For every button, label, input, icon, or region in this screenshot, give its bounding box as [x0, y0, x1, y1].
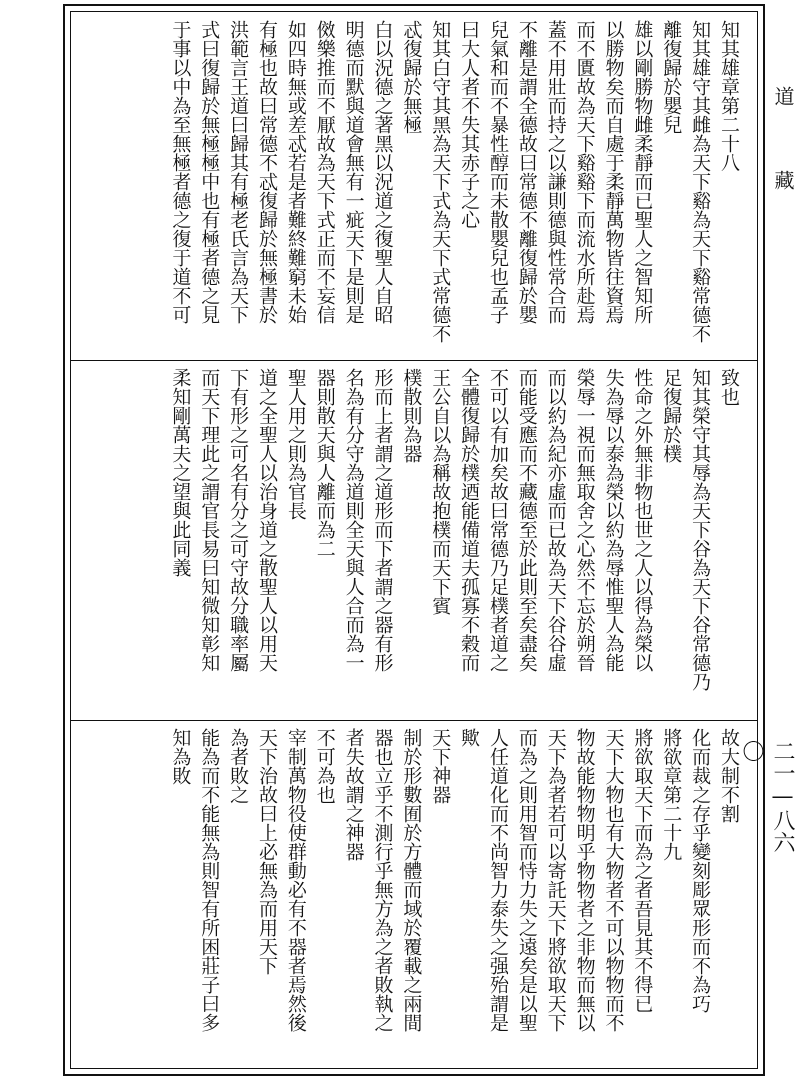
text-column: 傚樂推而不厭故為天下式正而不妄信: [313, 20, 336, 324]
text-column: 而天下理此之謂官長易曰知微知彰知: [198, 368, 221, 672]
text-column: 足復歸於樸: [660, 368, 683, 463]
text-column: 洪範言王道曰歸其有極老氏言為天下: [227, 20, 250, 324]
text-column: 不離是謂全德故曰常德不離復歸於嬰: [515, 20, 538, 324]
page-frame: [63, 4, 765, 1076]
text-column: 以勝物矣而自處于柔靜萬物皆往資焉: [602, 20, 625, 324]
text-column: 如四時無或差忒若是者難終難窮未始: [284, 20, 307, 324]
margin-label-top: 道: [771, 86, 795, 106]
text-column: 榮辱一視而無取舍之心然不忘於朔晉: [573, 368, 596, 672]
text-column: 而不匱故為天下谿谿下而流水所赴焉: [573, 20, 596, 324]
text-column: 王公自以為稱故抱樸而天下賓: [429, 368, 452, 615]
text-column: 名為有分守為道則全天與人合而為一: [342, 368, 365, 672]
text-column: 柔知剛萬夫之望與此同義: [169, 368, 192, 577]
margin-label-mid: 藏: [771, 170, 795, 190]
text-column: 天下大物也有大物者不可以物物而不: [602, 728, 625, 1032]
text-column: 物故能物物明乎物物者之非物而無以: [573, 728, 596, 1032]
text-column: 能為而不能無為則智有所困莊子曰多: [198, 728, 221, 1032]
text-column: 于事以中為至無極者德之復于道不可: [169, 20, 192, 324]
text-column: 者失故謂之神器: [342, 728, 365, 861]
text-column: 將欲取天下而為之者吾見其不得已: [631, 728, 654, 1013]
text-column: 故大制不割: [718, 728, 740, 823]
text-column: 式曰復歸於無極極中也有極者德之見: [198, 20, 221, 324]
text-column: 道之全聖人以治身道之散聖人以用天: [256, 368, 278, 672]
text-column: 兒氣和而不暴性醇而未散嬰兒也孟子: [487, 20, 509, 324]
text-panel-middle: [85, 368, 743, 714]
text-column: 而以約為紀亦虛而已故為天下谷谷虛: [544, 368, 567, 672]
text-column: 曰大人者不失其赤子之心: [458, 20, 481, 229]
panel-divider-2: [71, 720, 757, 721]
text-column: 不可為也: [313, 728, 336, 804]
text-column: 將欲章第二十九: [660, 728, 683, 861]
text-column: 知為敗: [169, 728, 192, 785]
text-column: 全體復歸於樸迺能備道夫孤寡不穀而: [458, 368, 481, 672]
text-column: 忒復歸於無極: [400, 20, 423, 134]
text-column: 知其雄章第二十八: [718, 20, 740, 172]
text-column: 歟: [458, 728, 481, 747]
text-panel-top: [85, 20, 743, 356]
text-column: 知其白守其黑為天下式為天下式常德不: [429, 20, 452, 343]
text-column: 人任道化而不尚智力泰失之强殆謂是: [487, 728, 509, 1032]
text-column: 致也: [718, 368, 740, 406]
text-column: 下有形之可名有分之可守故分職率屬: [227, 368, 250, 672]
text-column: 宰制萬物役使群動必有不器者焉然後: [284, 728, 307, 1032]
text-column: 天下為者若可以寄託天下將欲取天下: [544, 728, 567, 1032]
text-border: [70, 11, 758, 1069]
text-column: 知其雄守其雌為天下谿為天下谿常德不: [689, 20, 712, 343]
panel-divider-1: [71, 360, 757, 361]
text-column: 器則散天與人離而為二: [313, 368, 336, 558]
text-column: 制於形數囿於方體而域於覆載之兩間: [400, 728, 423, 1032]
text-column: 器也立乎不測行乎無方為之者敗執之: [371, 728, 394, 1032]
text-column: 樸散則為器: [400, 368, 423, 463]
text-column: 失為辱以泰為榮以約為辱惟聖人為能: [602, 368, 625, 672]
text-panel-bottom: [85, 728, 743, 1068]
text-column: 而能受應而不藏德至於此則至矣盡矣: [515, 368, 538, 672]
text-column: 性命之外無非物也世之人以得為榮以: [631, 368, 654, 672]
text-column: 而為之則用智而恃力失之遠矣是以聖: [515, 728, 538, 1032]
text-column: 不可以有加矣故曰常德乃足樸者道之: [487, 368, 509, 672]
text-column: 形而上者謂之道形而下者謂之器有形: [371, 368, 394, 672]
text-column: 離復歸於嬰兒: [660, 20, 683, 134]
text-column: 化而裁之存乎變刻彫眾形而不為巧: [689, 728, 712, 1013]
text-column: 白以況德之著黑以況道之復聖人自昭: [371, 20, 394, 324]
text-column: 知其榮守其辱為天下谷為天下谷常德乃: [689, 368, 712, 691]
text-column: 明德而默與道會無有一疵天下是則是: [342, 20, 365, 324]
text-column: 蓋不用壯而持之以謙則德與性常合而: [544, 20, 567, 324]
text-column: 雄以剛勝物雌柔靜而已聖人之智知所: [631, 20, 654, 324]
text-column: 有極也故曰常德不忒復歸於無極書於: [256, 20, 278, 324]
page-number: 二一—八六〇: [739, 740, 795, 853]
text-column: 天下神器: [429, 728, 452, 804]
text-column: 天下治故曰上必無為而用天下: [256, 728, 278, 975]
text-column: 為者敗之: [227, 728, 250, 804]
text-column: 聖人用之則為官長: [284, 368, 307, 520]
